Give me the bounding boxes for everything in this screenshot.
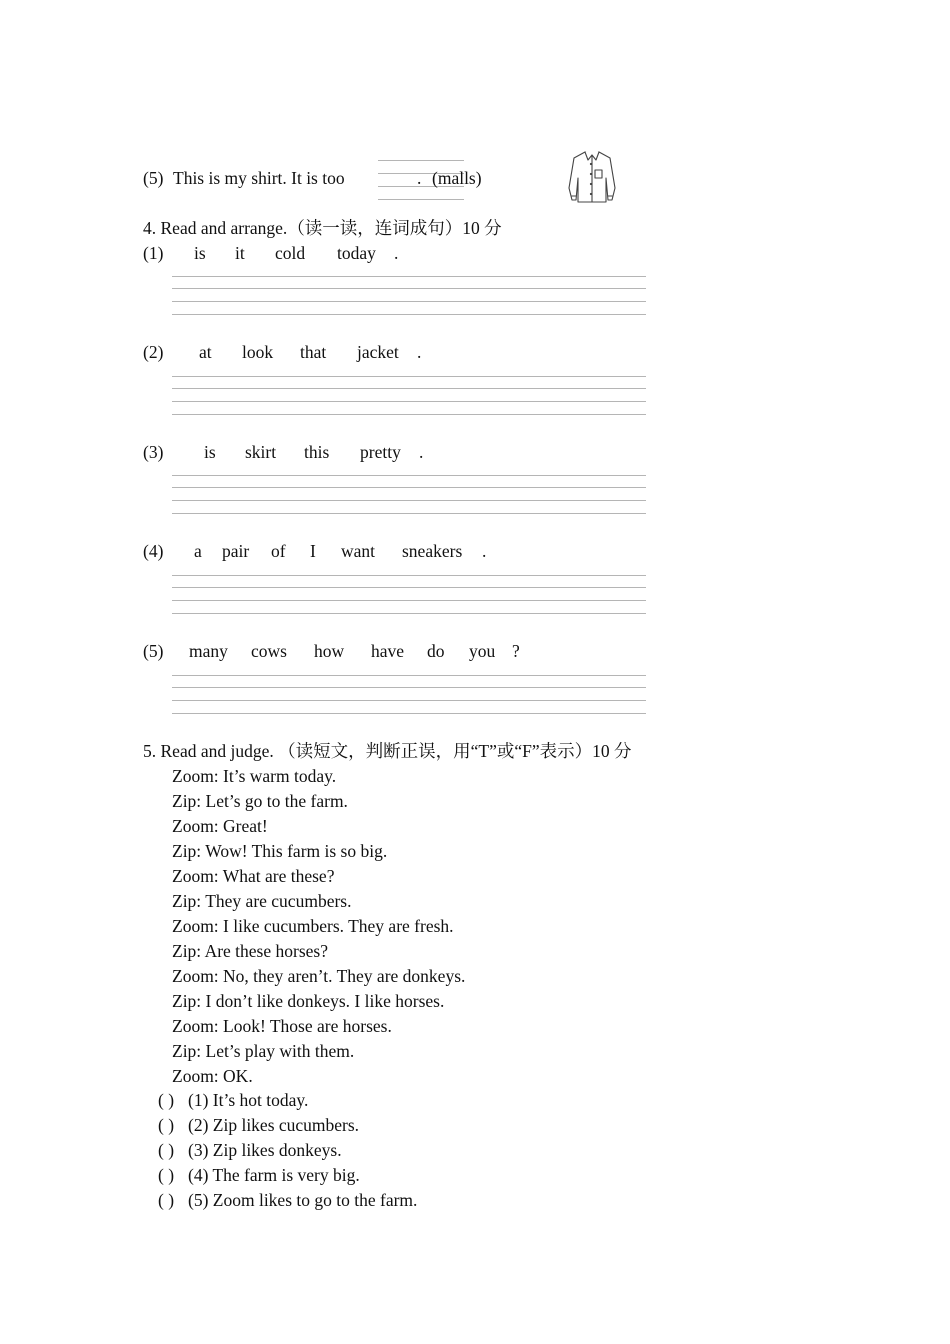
arrange-item-5-answer-lines[interactable] — [172, 675, 646, 715]
judge-statements — [158, 1088, 417, 1213]
arrange-word: cows — [251, 641, 287, 661]
answer-bracket[interactable]: ( ) — [158, 1190, 175, 1210]
arrange-word: is — [194, 243, 206, 263]
q5-period: . — [417, 168, 422, 188]
answer-bracket[interactable]: ( ) — [158, 1090, 175, 1110]
dialogue-line: Zoom: Great! — [172, 816, 268, 836]
dialogue-line: Zip: Let’s play with them. — [172, 1041, 355, 1061]
judge-row — [158, 1163, 417, 1188]
arrange-word: . — [417, 342, 422, 362]
arrange-word: cold — [275, 243, 306, 263]
section5-title-en: 5. Read and judge. — [143, 741, 274, 761]
answer-bracket[interactable]: ( ) — [158, 1140, 175, 1160]
statement-text: (3) Zip likes donkeys. — [188, 1140, 342, 1160]
dialogue-line: Zip: Wow! This farm is so big. — [172, 841, 388, 861]
judge-row — [158, 1113, 417, 1138]
arrange-word: a — [194, 541, 202, 561]
dialogue-line: Zoom: No, they aren’t. They are donkeys. — [172, 966, 466, 986]
judge-row — [158, 1088, 417, 1113]
q5-hint: (malls) — [432, 168, 482, 188]
dialogue-passage — [172, 764, 465, 1089]
arrange-word: ? — [512, 641, 520, 661]
dialogue-line: Zip: They are cucumbers. — [172, 891, 352, 911]
dialogue-line: Zoom: It’s warm today. — [172, 766, 337, 786]
arrange-word: want — [341, 541, 376, 561]
arrange-word: of — [271, 541, 286, 561]
answer-bracket[interactable]: ( ) — [158, 1165, 175, 1185]
arrange-word: sneakers — [402, 541, 463, 561]
statement-text: (1) It’s hot today. — [188, 1090, 309, 1110]
dialogue-line: Zoom: What are these? — [172, 866, 335, 886]
q5-number: (5) — [143, 168, 164, 188]
judge-row — [158, 1188, 417, 1213]
dialogue-line: Zip: Are these horses? — [172, 941, 328, 961]
arrange-word: many — [189, 641, 228, 661]
arrange-word: pair — [222, 541, 250, 561]
arrange-word: today — [337, 243, 376, 263]
dialogue-line: Zoom: I like cucumbers. They are fresh. — [172, 916, 454, 936]
statement-text: (5) Zoom likes to go to the farm. — [188, 1190, 418, 1210]
arrange-word: . — [419, 442, 424, 462]
statement-text: (2) Zip likes cucumbers. — [188, 1115, 360, 1135]
arrange-word: have — [371, 641, 405, 661]
arrange-word: look — [242, 342, 274, 362]
arrange-word: jacket — [357, 342, 399, 362]
judge-row — [158, 1138, 417, 1163]
section5-title-cn: （读短文，判断正误，用“T”或“F”表示）10 分 — [273, 741, 632, 761]
arrange-word: pretty — [360, 442, 401, 462]
arrange-item-4-number: (4) — [143, 541, 164, 561]
arrange-word: it — [235, 243, 245, 263]
arrange-item-5-number: (5) — [143, 641, 164, 661]
arrange-word: . — [482, 541, 487, 561]
arrange-word: skirt — [245, 442, 277, 462]
arrange-item-3-answer-lines[interactable] — [172, 475, 646, 515]
arrange-word: I — [310, 541, 316, 561]
arrange-word: at — [199, 342, 212, 362]
arrange-item-2-number: (2) — [143, 342, 164, 362]
arrange-item-3-number: (3) — [143, 442, 164, 462]
arrange-word: you — [469, 641, 496, 661]
section4-title-cn: （读一读，连词成句）10 分 — [287, 218, 502, 238]
shirt-icon — [566, 148, 618, 204]
section4-title — [143, 218, 502, 238]
arrange-word: do — [427, 641, 445, 661]
arrange-item-1-answer-lines[interactable] — [172, 276, 646, 316]
arrange-word: this — [304, 442, 330, 462]
dialogue-line: Zip: I don’t like donkeys. I like horses. — [172, 991, 445, 1011]
dialogue-line: Zoom: Look! Those are horses. — [172, 1016, 392, 1036]
arrange-word: . — [394, 243, 399, 263]
arrange-item-2-answer-lines[interactable] — [172, 376, 646, 416]
arrange-item-4-answer-lines[interactable] — [172, 575, 646, 615]
section5-title — [143, 741, 631, 761]
arrange-word: how — [314, 641, 345, 661]
section4-title-en: 4. Read and arrange. — [143, 218, 288, 238]
statement-text: (4) The farm is very big. — [188, 1165, 360, 1185]
arrange-word: is — [204, 442, 216, 462]
answer-bracket[interactable]: ( ) — [158, 1115, 175, 1135]
dialogue-line: Zip: Let’s go to the farm. — [172, 791, 348, 811]
arrange-word: that — [300, 342, 327, 362]
arrange-item-1-number: (1) — [143, 243, 164, 263]
q5-sentence: This is my shirt. It is too — [173, 168, 345, 188]
dialogue-line: Zoom: OK. — [172, 1066, 253, 1086]
